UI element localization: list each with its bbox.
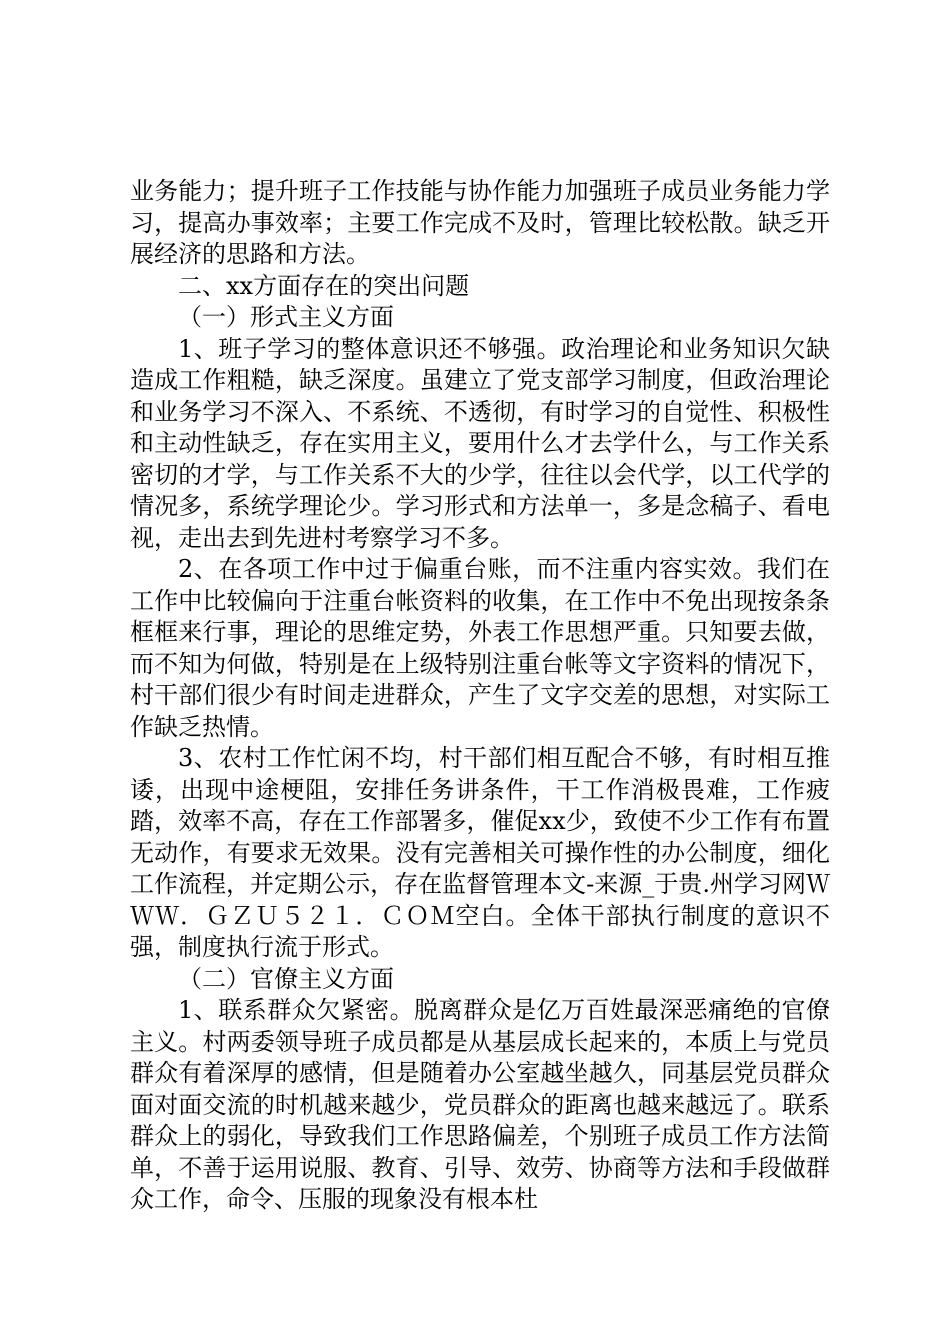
paragraph-item-1: 1、班子学习的整体意识还不够强。政治理论和业务知识欠缺造成工作粗糙，缺乏深度。虽建立了党支部学习制度，但政治理论和业务学习不深入、不系统、不透彻，有时学习的自觉性、积极性和主动性缺乏，存在实用主义，要用什么才去学什么，与工作关系密切的才学，与工作关系不大的少学，往往以会代学，以工代学的情况多，系统学理论少。学习形式和方法单一，多是念稿子、看电视，走出去到先进村考察学习不多。	[130, 334, 830, 552]
paragraph-item-3: 3、农村工作忙闲不均，村干部们相互配合不够，有时相互推诿，出现中途梗阻，安排任务讲条件，干工作消极畏难，工作疲踏，效率不高，存在工作部署多，催促xx少，致使不少工作有布置无动作，有要求无效果。没有完善相关可操作性的办公制度，细化工作流程，并定期公示，存在监督管理本文-来源_于贵.州学习网ＷＷＷ．ＧＺＵ５２１．ＣＯＭ空白。全体干部执行制度的意识不强，制度执行流于形式。	[130, 744, 830, 961]
subsection-heading-bureaucracy: （二）官僚主义方面	[178, 964, 394, 993]
paragraph-bureaucracy-item-1: 1、联系群众欠紧密。脱离群众是亿万百姓最深恶痛绝的官僚主义。村两委领导班子成员都是从基层成长起来的，本质上与党员群众有着深厚的感情，但是随着办公室越坐越久，同基层党员群众面对面交流的时机越来越少，党员群众的距离也越来越远了。联系群众上的弱化，导致我们工作思路偏差，个别班子成员工作方法简单，不善于运用说服、教育、引导、效劳、协商等方法和手段做群众工作，命令、压服的现象没有根本杜	[130, 996, 830, 1213]
paragraph-item-2: 2、在各项工作中过于偏重台账，而不注重内容实效。我们在工作中比较偏向于注重台帐资料的收集，在工作中不免出现按条条框框来行事，理论的思维定势，外表工作思想严重。只知要去做，而不知为何做，特别是在上级特别注重台帐等文字资料的情况下，村干部们很少有时间走进群众，产生了文字交差的思想，对实际工作缺乏热情。	[130, 555, 830, 741]
subsection-heading-formalism: （一）形式主义方面	[178, 303, 394, 331]
section-heading-two: 二、xx方面存在的突出问题	[178, 271, 470, 300]
paragraph-continuation: 业务能力；提升班子工作技能与协作能力加强班子成员业务能力学习，提高办事效率；主要工作完成不及时，管理比较松散。缺乏开展经济的思路和方法。	[130, 177, 830, 268]
document-body	[130, 176, 830, 1216]
